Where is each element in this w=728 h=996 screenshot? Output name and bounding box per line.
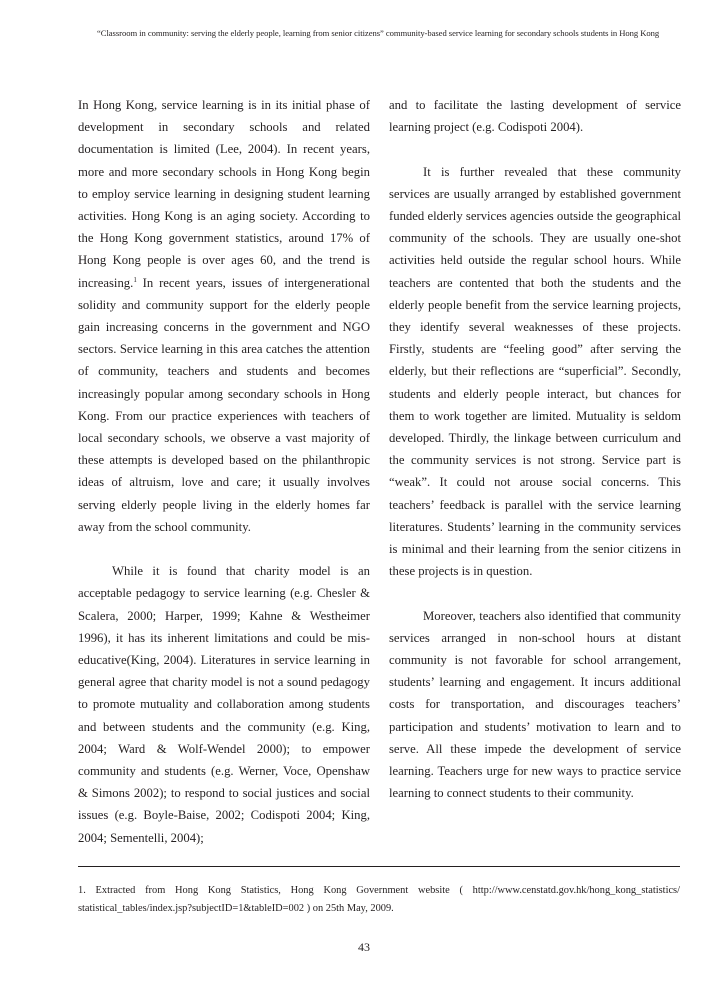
body-paragraph	[78, 94, 370, 538]
footnote: 1. Extracted from Hong Kong Statistics, Hong Kong Government website ( http://www.censtatd.gov.hk/hong_kong_statistics/ statistical_tables/index.jsp?subjectID=1&tableID=002 ) on 25th May, 2009.	[78, 885, 680, 914]
right-column	[389, 94, 681, 804]
running-header: “Classroom in community: serving the elderly people, learning from senior citizens” community-based service learning for secondary schools students in Hong Kong	[97, 28, 660, 38]
footnote-reference: 1	[133, 275, 137, 284]
paragraph-text: In Hong Kong, service learning is in its initial phase of development in secondary schools and related documentation is limited (Lee, 2004). In recent years, more and more secondary schools in Hong Kong begin to employ service learning in designing student learning activities. Hong Kong is an aging society. According to the Hong Kong government statistics, around 17% of Hong Kong people is over ages 60, and the trend is increasing.	[78, 98, 370, 290]
page-number: 43	[358, 940, 370, 954]
footnote-divider	[78, 866, 680, 867]
paragraph-text: In recent years, issues of intergenerational solidity and community support for the elderly people gain increasing concerns in the government and NGO sectors. Service learning in this area catches the attention of community, teachers and students and becomes increasingly popular among secondary schools in Hong Kong. From our practice experiences with teachers of local secondary schools, we observe a vast majority of these attempts is developed based on the philanthropic ideas of altruism, love and care; it usually involves serving elderly people living in the elderly homes far away from the school community.	[78, 275, 370, 534]
left-column	[78, 94, 370, 849]
body-paragraph: Moreover, teachers also identified that community services arranged in non-school hours at distant community is not favorable for school arrangement, students’ learning and engagement. It incurs additional costs for transportation, and discourages teachers’ participation and students’ motivation to learn and to serve. All these impede the development of service learning. Teachers urge for new ways to practice service learning to connect students to their community.	[389, 608, 681, 801]
body-paragraph: While it is found that charity model is an acceptable pedagogy to service learning (e.g. Chesler & Scalera, 2000; Harper, 1999; Kahne & Westheimer 1996), it has its inherent limitations and could be mis-educative(King, 2004). Literatures in service learning in general agree that charity model is not a sound pedagogy to promote mutuality and collaboration among students and between students and the community (e.g. King, 2004; Ward & Wolf-Wendel 2000); to empower community and students (e.g. Werner, Voce, Openshaw & Simons 2002); to respond to social justices and social issues (e.g. Boyle-Baise, 2002; Codispoti 2004; King, 2004; Sementelli, 2004);	[78, 564, 370, 845]
body-paragraph: It is further revealed that these community services are usually arranged by established government funded elderly services agencies outside the geographical community of the schools. They are usually one-shot activities held outside the regular school hours. While teachers are contented that both the students and the elderly people benefit from the service learning projects, they identify several weaknesses of these projects. Firstly, students are “feeling good” after serving the elderly, but their reflections are “superficial”. Secondly, students and elderly people interact, but chances for them to work together are limited. Mutuality is seldom developed. Thirdly, the linkage between curriculum and the community services is not strong. Service part is “weak”. It could not arouse social concerns. This teachers’ feedback is parallel with the service learning literatures. Students’ learning in the community services is minimal and their learning from the senior citizens in these projects is in question.	[389, 164, 681, 579]
body-paragraph: and to facilitate the lasting development of service learning project (e.g. Codispoti 2004).	[389, 98, 681, 135]
